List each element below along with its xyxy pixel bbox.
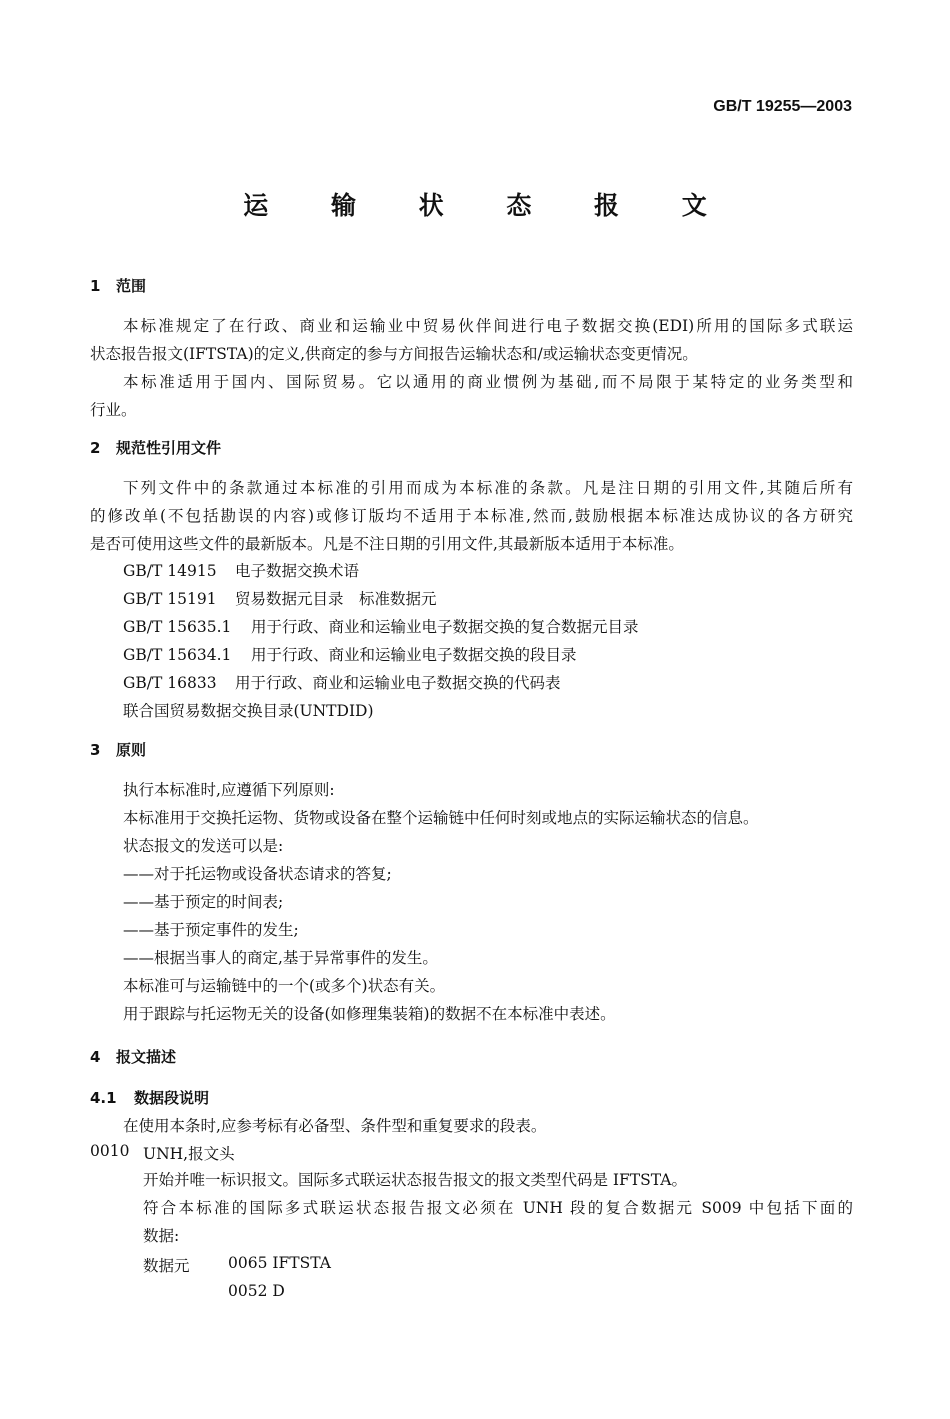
segment-desc-1: 开始并唯一标识报文。国际多式联运状态报告报文的报文类型代码是 IFTSTA。	[143, 1171, 687, 1189]
s3-line: 状态报文的发送可以是:	[123, 837, 284, 855]
segment-desc-2-line2: 数据:	[143, 1227, 180, 1245]
reference-untdid: 联合国贸易数据交换目录(UNTDID)	[123, 702, 374, 720]
section-1-heading	[90, 275, 146, 296]
section-2-heading	[90, 437, 221, 458]
section-number: 1	[90, 277, 101, 295]
reference-title: 用于行政、商业和运输业电子数据交换的段目录	[251, 646, 577, 664]
reference-item	[123, 615, 639, 637]
reference-item	[123, 559, 359, 581]
section-number: 2	[90, 439, 101, 457]
s4-intro: 在使用本条时,应参考标有必备型、条件型和重复要求的段表。	[123, 1117, 547, 1135]
page-title: 运 输 状 态 报 文	[243, 191, 734, 220]
s3-line: 用于跟踪与托运物无关的设备(如修理集装箱)的数据不在本标准中表述。	[123, 1005, 616, 1023]
subsection-number: 4.1	[90, 1089, 117, 1107]
subsection-4-1-heading	[90, 1087, 209, 1108]
data-element-value: 0065 IFTSTA	[228, 1254, 331, 1272]
reference-item	[123, 587, 437, 609]
segment-desc-2-line1: 符合本标准的国际多式联运状态报告报文必须在 UNH 段的复合数据元 S009 中包括下面的	[143, 1199, 853, 1217]
s1-para2-line1: 本标准适用于国内、国际贸易。它以通用的商业惯例为基础,而不局限于某特定的业务类型和	[123, 373, 853, 391]
s2-para-line3: 是否可使用这些文件的最新版本。凡是不注日期的引用文件,其最新版本适用于本标准。	[90, 535, 684, 553]
s3-list-item: ——对于托运物或设备状态请求的答复;	[123, 865, 392, 883]
standard-number: GB/T 19255—2003	[713, 98, 852, 115]
s3-list-item: ——基于预定的时间表;	[123, 893, 284, 911]
section-title: 原则	[116, 741, 147, 759]
reference-code: GB/T 15634.1	[123, 646, 232, 664]
section-title: 规范性引用文件	[116, 439, 222, 457]
data-element-value: 0052 D	[228, 1282, 285, 1300]
section-number: 4	[90, 1048, 101, 1066]
section-4-heading	[90, 1046, 176, 1067]
reference-title: 贸易数据元目录 标准数据元	[235, 590, 437, 608]
s1-para2-line2: 行业。	[90, 401, 137, 419]
s3-line: 本标准用于交换托运物、货物或设备在整个运输链中任何时刻或地点的实际运输状态的信息。	[123, 809, 759, 827]
reference-title: 电子数据交换术语	[235, 562, 360, 580]
section-title: 范围	[116, 277, 147, 295]
section-title: 报文描述	[116, 1048, 177, 1066]
data-element-label: 数据元	[143, 1257, 190, 1275]
s1-para1-line1: 本标准规定了在行政、商业和运输业中贸易伙伴间进行电子数据交换(EDI)所用的国际多式联运	[123, 317, 853, 335]
s3-list-item: ——根据当事人的商定,基于异常事件的发生。	[123, 949, 438, 967]
s3-line: 本标准可与运输链中的一个(或多个)状态有关。	[123, 977, 446, 995]
reference-item	[123, 643, 577, 665]
reference-code: GB/T 15191	[123, 590, 217, 608]
reference-title: 用于行政、商业和运输业电子数据交换的代码表	[235, 674, 561, 692]
section-3-heading	[90, 739, 146, 760]
s3-line: 执行本标准时,应遵循下列原则:	[123, 781, 335, 799]
reference-code: GB/T 16833	[123, 674, 217, 692]
reference-title: 用于行政、商业和运输业电子数据交换的复合数据元目录	[251, 618, 639, 636]
s2-para-line2: 的修改单(不包括勘误的内容)或修订版均不适用于本标准,然而,鼓励根据本标准达成协议的各方研究	[90, 507, 853, 525]
section-number: 3	[90, 741, 101, 759]
reference-code: GB/T 15635.1	[123, 618, 232, 636]
s1-para1-line2: 状态报告报文(IFTSTA)的定义,供商定的参与方间报告运输状态和/或运输状态变更情况。	[90, 345, 698, 363]
segment-title: UNH,报文头	[143, 1145, 235, 1163]
reference-code: GB/T 14915	[123, 562, 217, 580]
s2-para-line1: 下列文件中的条款通过本标准的引用而成为本标准的条款。凡是注日期的引用文件,其随后所有	[123, 479, 853, 497]
s3-list-item: ——基于预定事件的发生;	[123, 921, 299, 939]
subsection-title: 数据段说明	[134, 1089, 210, 1107]
reference-item	[123, 671, 561, 693]
segment-position: 0010	[90, 1142, 130, 1160]
